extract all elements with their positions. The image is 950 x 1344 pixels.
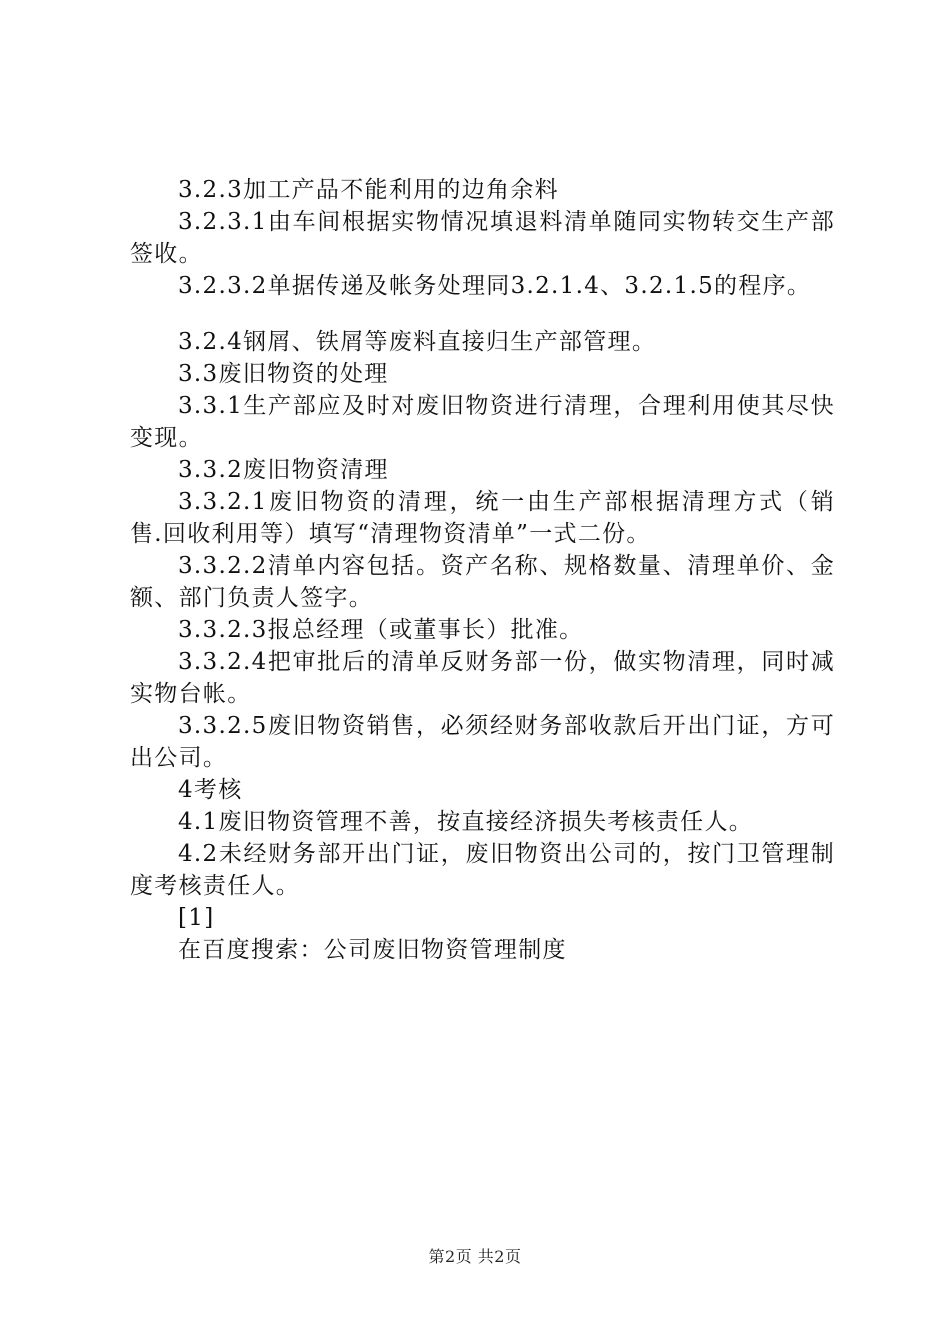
paragraph-3-2-3-1: 3.2.3.1由车间根据实物情况填退料清单随同实物转交生产部签收。	[130, 209, 835, 267]
heading-4: 4考核	[178, 777, 243, 803]
search-note: 在百度搜索：公司废旧物资管理制度	[178, 937, 567, 963]
page-footer: 第2页 共2页	[428, 1247, 522, 1266]
paragraph-3-3-2-3: 3.3.2.3报总经理（或董事长）批准。	[178, 617, 584, 643]
paragraph-3-2-3-2: 3.2.3.2单据传递及帐务处理同3.2.1.4、3.2.1.5的程序。	[178, 273, 812, 299]
paragraph-3-3-1: 3.3.1生产部应及时对废旧物资进行清理，合理利用使其尽快变现。	[130, 393, 835, 451]
paragraph-3-2-3: 3.2.3加工产品不能利用的边角余料	[178, 177, 559, 203]
paragraph-3-3-2-4: 3.3.2.4把审批后的清单反财务部一份，做实物清理，同时减实物台帐。	[130, 649, 835, 707]
paragraph-3-3-2-1: 3.3.2.1废旧物资的清理，统一由生产部根据清理方式（销售.回收利用等）填写“清理物资清单”一式二份。	[130, 489, 835, 547]
paragraph-3-2-4: 3.2.4钢屑、铁屑等废料直接归生产部管理。	[178, 329, 657, 355]
paragraph-4-1: 4.1废旧物资管理不善，按直接经济损失考核责任人。	[178, 809, 754, 835]
document-body	[130, 174, 835, 966]
heading-3-3: 3.3废旧物资的处理	[178, 361, 389, 387]
paragraph-4-2: 4.2未经财务部开出门证，废旧物资出公司的，按门卫管理制度考核责任人。	[130, 841, 835, 899]
paragraph-3-3-2-2: 3.3.2.2清单内容包括。资产名称、规格数量、清理单价、金额、部门负责人签字。	[130, 553, 835, 611]
footnote-reference: [1]	[178, 905, 215, 931]
paragraph-3-3-2-5: 3.3.2.5废旧物资销售，必须经财务部收款后开出门证，方可出公司。	[130, 713, 835, 771]
heading-3-3-2: 3.3.2废旧物资清理	[178, 457, 389, 483]
